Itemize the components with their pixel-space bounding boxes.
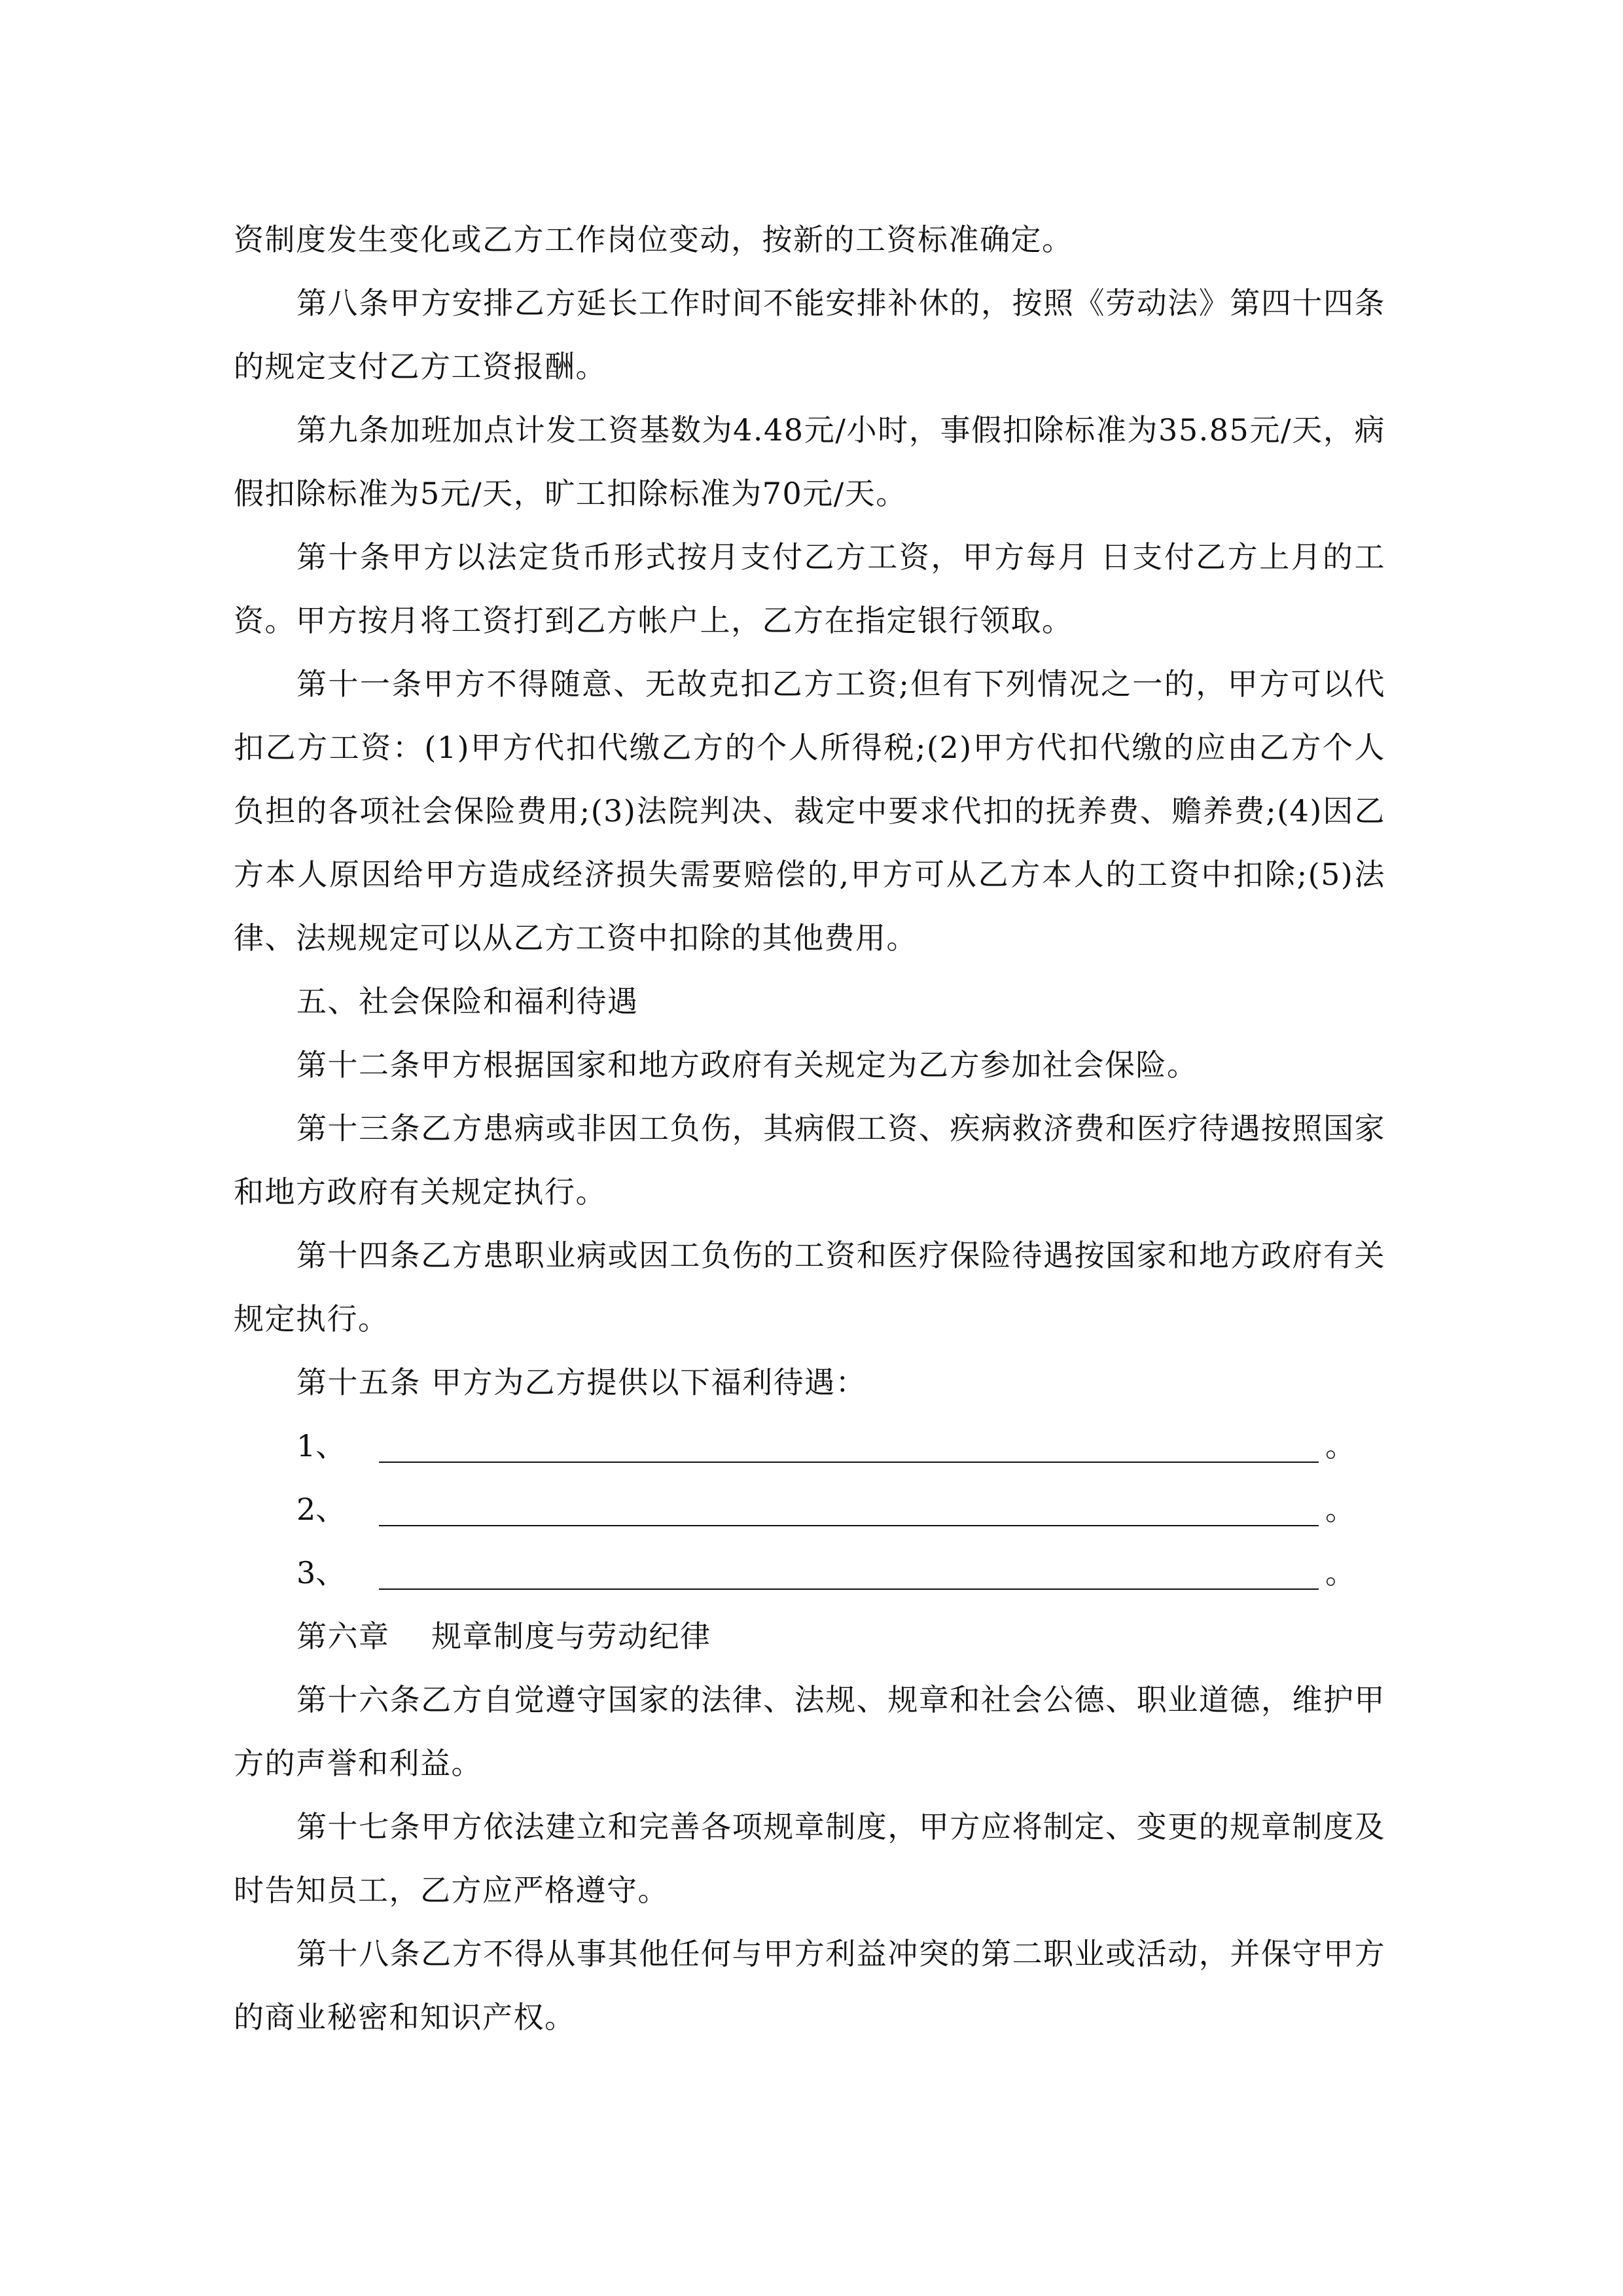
fill-in-line[interactable] (379, 1525, 1319, 1526)
article-14: 第十四条乙方患职业病或因工负伤的工资和医疗保险待遇按国家和地方政府有关规定执行。 (234, 1238, 1385, 1336)
article-18: 第十八条乙方不得从事其他任何与甲方利益冲突的第二职业或活动，并保守甲方的商业秘密和知识产权。 (234, 1936, 1385, 2035)
chapter-heading-rules-discipline: 第六章 规章制度与劳动纪律 (296, 1619, 711, 1654)
blank-period: 。 (1325, 1492, 1355, 1527)
blank-number: 1、 (296, 1428, 346, 1463)
blank-number: 3、 (296, 1555, 346, 1590)
article-13: 第十三条乙方患病或非因工负伤，其病假工资、疾病救济费和医疗待遇按照国家和地方政府有关规定执行。 (234, 1111, 1385, 1210)
paragraph-continuation: 资制度发生变化或乙方工作岗位变动，按新的工资标准确定。 (234, 222, 1073, 257)
article-16: 第十六条乙方自觉遵守国家的法律、法规、规章和社会公德、职业道德，维护甲方的声誉和利益。 (234, 1682, 1385, 1781)
article-9: 第九条加班加点计发工资基数为4.48元/小时，事假扣除标准为35.85元/天，病假扣除标准为5元/天，旷工扣除标准为70元/天。 (234, 412, 1385, 511)
article-11: 第十一条甲方不得随意、无故克扣乙方工资;但有下列情况之一的，甲方可以代扣乙方工资：(1)甲方代扣代缴乙方的个人所得税;(2)甲方代扣代缴的应由乙方个人负担的各项社会保险费用;(3)法院判决、裁定中要求代扣的抚养费、赡养费;(4)因乙方本人原因给甲方造成经济损失需要赔偿的,甲方可从乙方本人的工资中扣除;(5)法律、法规规定可以从乙方工资中扣除的其他费用。 (234, 666, 1385, 956)
fill-in-line[interactable] (379, 1588, 1319, 1590)
section-heading-social-insurance: 五、社会保险和福利待遇 (296, 984, 639, 1019)
article-15: 第十五条 甲方为乙方提供以下福利待遇： (296, 1365, 867, 1400)
article-12: 第十二条甲方根据国家和地方政府有关规定为乙方参加社会保险。 (296, 1047, 1198, 1083)
article-10: 第十条甲方以法定货币形式按月支付乙方工资，甲方每月 日支付乙方上月的工资。甲方按月将工资打到乙方帐户上，乙方在指定银行领取。 (234, 539, 1385, 638)
benefit-blank-3 (234, 1541, 1385, 1605)
document-body (234, 208, 1385, 2049)
blank-number: 2、 (296, 1492, 346, 1527)
fill-in-line[interactable] (379, 1462, 1319, 1463)
blank-period: 。 (1325, 1555, 1355, 1590)
article-8: 第八条甲方安排乙方延长工作时间不能安排补休的，按照《劳动法》第四十四条的规定支付乙方工资报酬。 (234, 285, 1385, 384)
benefit-blank-2 (234, 1478, 1385, 1541)
blank-period: 。 (1325, 1428, 1355, 1463)
benefit-blank-1 (234, 1414, 1385, 1478)
article-17: 第十七条甲方依法建立和完善各项规章制度，甲方应将制定、变更的规章制度及时告知员工，乙方应严格遵守。 (234, 1809, 1385, 1908)
